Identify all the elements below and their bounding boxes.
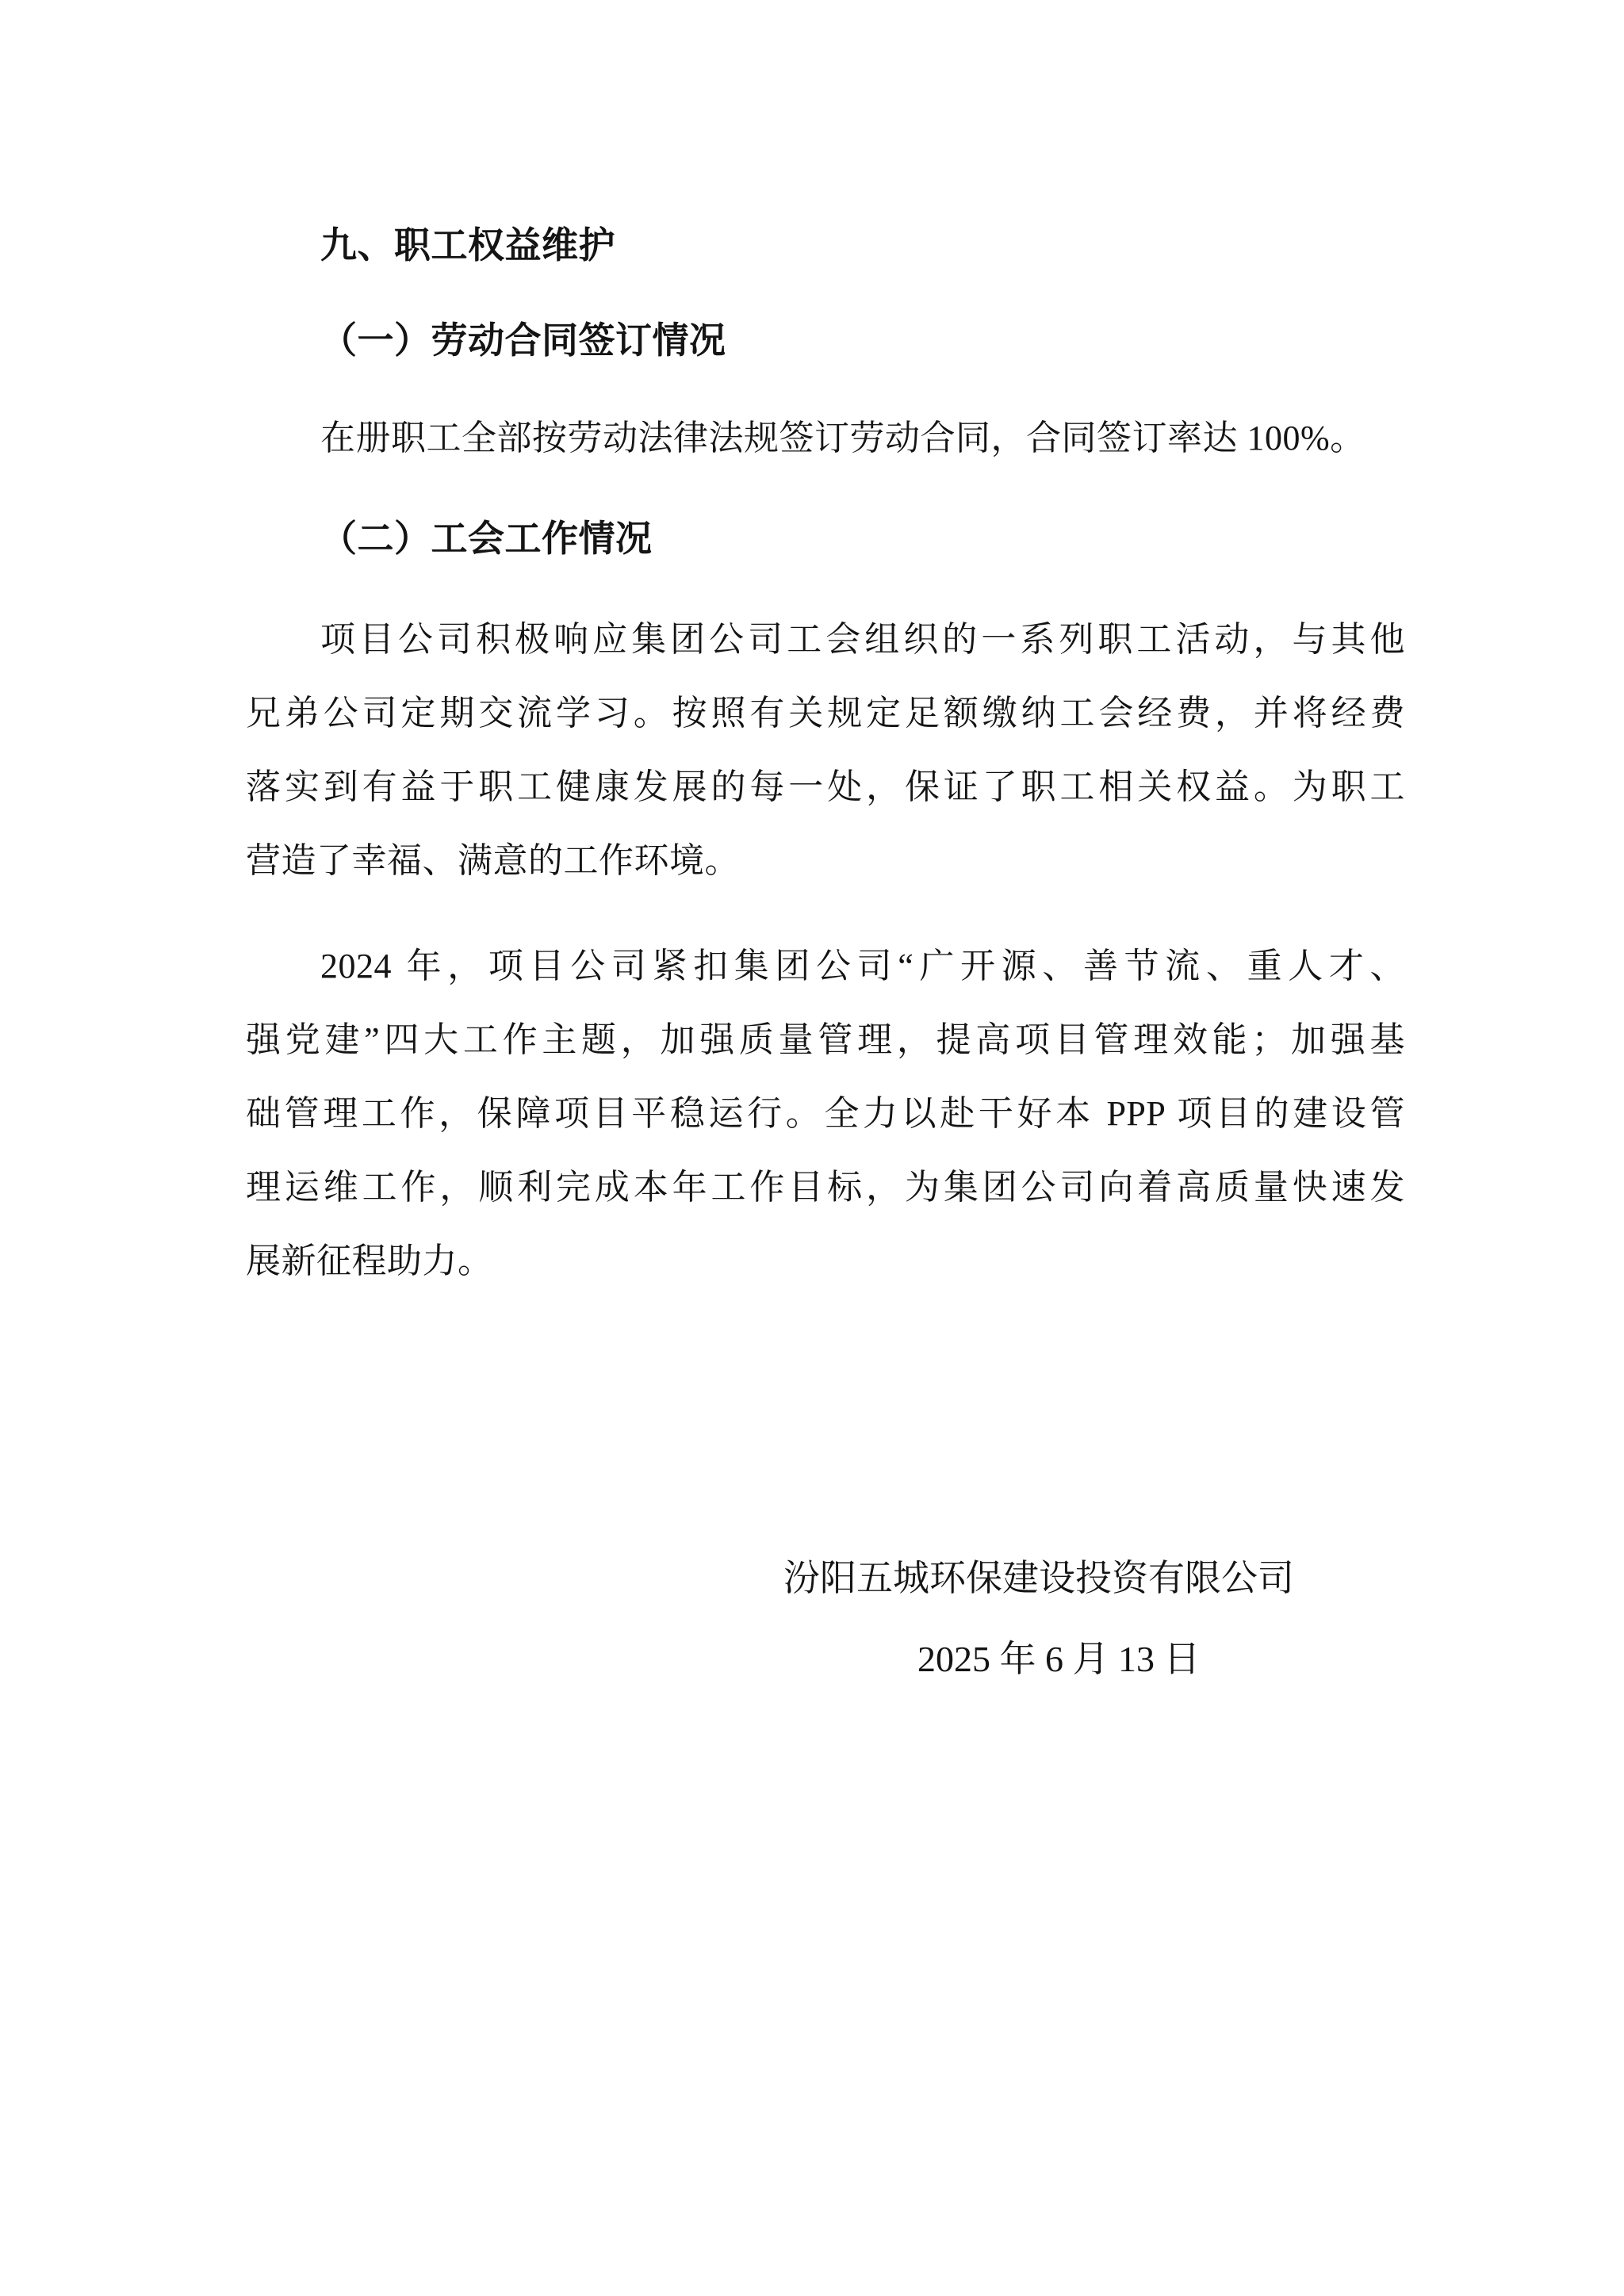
paragraph-line: 落实到有益于职工健康发展的每一处，保证了职工相关权益。为职工	[246, 767, 1405, 806]
paragraph-line: 础管理工作，保障项目平稳运行。全力以赴干好本 PPP 项目的建设管	[246, 1094, 1405, 1133]
signature-company: 汾阳五城环保建设投资有限公司	[783, 1558, 1294, 1598]
section-heading-1: （一）劳动合同签订情况	[320, 320, 726, 361]
paragraph-line: 在册职工全部按劳动法律法规签订劳动合同，合同签订率达 100%。	[320, 419, 1365, 457]
paragraph-line: 2024 年，项目公司紧扣集团公司“广开源、善节流、重人才、	[320, 947, 1405, 985]
section-heading-2: （二）工会工作情况	[320, 519, 653, 559]
chapter-heading: 九、职工权益维护	[320, 225, 615, 266]
paragraph-line: 展新征程助力。	[246, 1242, 493, 1280]
signature-date: 2025 年 6 月 13 日	[917, 1639, 1201, 1679]
paragraph-line: 项目公司积极响应集团公司工会组织的一系列职工活动，与其他	[320, 620, 1405, 659]
paragraph-line: 理运维工作，顺利完成本年工作目标，为集团公司向着高质量快速发	[246, 1168, 1405, 1207]
paragraph-line: 营造了幸福、满意的工作环境。	[246, 841, 740, 880]
paragraph-line: 强党建”四大工作主题，加强质量管理，提高项目管理效能；加强基	[246, 1020, 1405, 1059]
paragraph-line: 兄弟公司定期交流学习。按照有关规定足额缴纳工会经费，并将经费	[246, 694, 1405, 733]
